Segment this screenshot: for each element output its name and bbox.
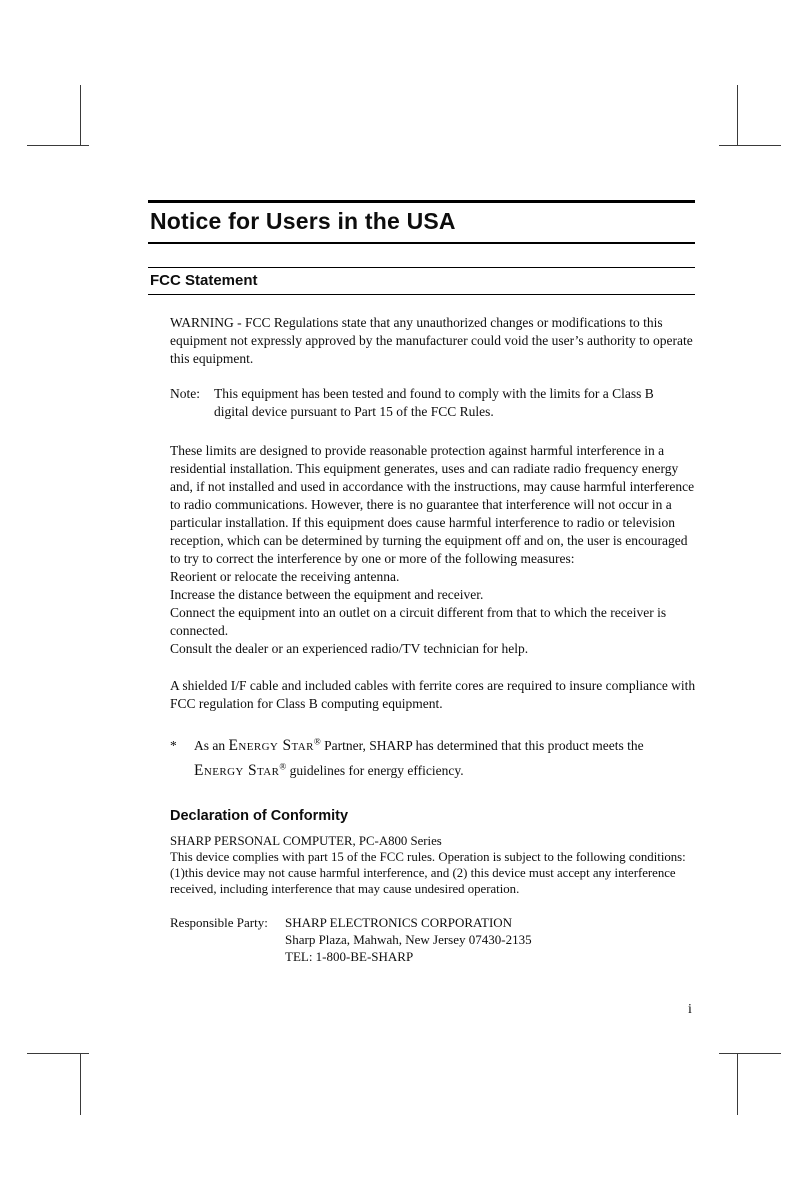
declaration-product-line: SHARP PERSONAL COMPUTER, PC-A800 Series	[170, 834, 442, 848]
responsible-party-label: Responsible Party:	[170, 915, 268, 930]
fcc-measures-list	[170, 568, 697, 658]
page-content	[148, 200, 695, 965]
responsible-party-name: SHARP ELECTRONICS CORPORATION	[285, 915, 513, 930]
fcc-statement-heading-block	[148, 267, 695, 295]
energy-star-seg3: guidelines for energy efficiency.	[286, 763, 464, 778]
crop-mark-bottom-right-vertical	[737, 1053, 738, 1115]
declaration-compliance-text: This device complies with part 15 of the FCC rules. Operation is subject to the following conditions:(1)this device may not cause harmful interference, and (2) this device must accept any interference received, including interference that may cause undesired operation.	[170, 850, 686, 896]
crop-mark-top-right-horizontal	[719, 145, 781, 146]
crop-mark-bottom-right-horizontal	[719, 1053, 781, 1054]
registered-trademark-symbol: ®	[313, 736, 321, 747]
crop-mark-top-left-vertical	[80, 85, 81, 145]
page-number: i	[688, 1002, 692, 1017]
energy-star-brand: Energy Star	[194, 762, 280, 779]
responsible-party-block	[170, 914, 697, 965]
crop-mark-top-right-vertical	[737, 85, 738, 145]
fcc-measure-item: Reorient or relocate the receiving antenna.	[170, 569, 400, 584]
title-block	[148, 200, 695, 244]
fcc-warning-paragraph: WARNING - FCC Regulations state that any unauthorized changes or modifications to this equipment not expressly approved by the manufacturer could void the user’s authority to operate this equipment.	[170, 315, 693, 366]
page-title: Notice for Users in the USA	[150, 208, 456, 234]
energy-star-brand: Energy Star	[228, 737, 314, 754]
fcc-body	[170, 314, 697, 965]
declaration-of-conformity-heading: Declaration of Conformity	[170, 808, 349, 824]
energy-star-seg2: Partner, SHARP has determined that this product meets the	[320, 738, 644, 753]
responsible-party-address: Sharp Plaza, Mahwah, New Jersey 07430-2135	[285, 932, 532, 947]
fcc-limits-paragraph: These limits are designed to provide reasonable protection against harmful interference in a residential installation. This equipment generates, uses and can radiate radio frequency energy and, if not installed and used in accordance with the instructions, may cause harmful interference to radio communications. However, there is no guarantee that interference will not occur in a particular installation. If this equipment does cause harmful interference to radio or television reception, which can be determined by turning the equipment off and on, the user is encouraged to try to correct the interference by one or more of the following measures:	[170, 443, 695, 566]
crop-mark-top-left-horizontal	[27, 145, 89, 146]
fcc-measure-item: Consult the dealer or an experienced radio/TV technician for help.	[170, 641, 529, 656]
fcc-measure-item: Connect the equipment into an outlet on a circuit different from that to which the receiver is connected.	[170, 605, 667, 638]
fcc-measure-item: Increase the distance between the equipment and receiver.	[170, 587, 484, 602]
fcc-note-text: This equipment has been tested and found to comply with the limits for a Class B digital device pursuant to Part 15 of the FCC Rules.	[214, 386, 654, 419]
declaration-body	[170, 833, 697, 897]
energy-star-note	[170, 733, 697, 783]
crop-mark-bottom-left-vertical	[80, 1053, 81, 1115]
responsible-party-phone: TEL: 1-800-BE-SHARP	[285, 949, 414, 964]
energy-star-bullet: *	[170, 738, 177, 753]
energy-star-seg1: As an	[194, 738, 229, 753]
fcc-note-label: Note:	[170, 386, 200, 401]
fcc-shielded-cable-paragraph: A shielded I/F cable and included cables with ferrite cores are required to insure compliance with FCC regulation for Class B computing equipment.	[170, 678, 696, 711]
responsible-party-details	[285, 914, 532, 965]
fcc-statement-heading: FCC Statement	[150, 272, 258, 289]
registered-trademark-symbol: ®	[279, 761, 287, 772]
energy-star-text	[194, 733, 694, 783]
fcc-note	[170, 385, 697, 421]
